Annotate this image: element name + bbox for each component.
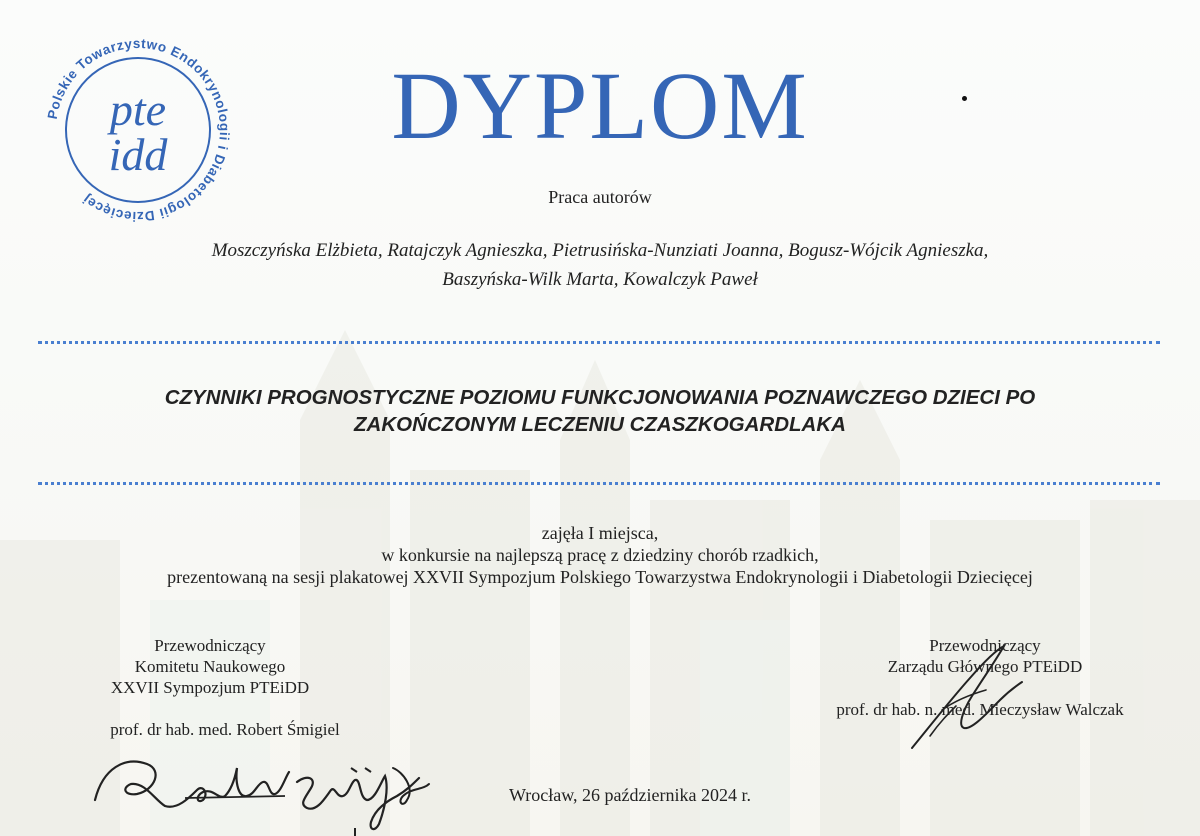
signature-right <box>900 640 1030 755</box>
svg-text:pte: pte <box>109 84 167 135</box>
svg-text:idd: idd <box>108 129 168 180</box>
signatory-left-role-1: Przewodniczący <box>154 636 266 655</box>
signatory-right-role-1: Przewodniczący <box>929 636 1041 655</box>
award-line-1: zajęła I miejsca, <box>541 523 659 543</box>
authors-line-1: Moszczyńska Elżbieta, Ratajczyk Agnieszka, Pietrusińska-Nunziati Joanna, Bogusz-Wójcik Agnieszka, <box>211 240 989 261</box>
award-statement <box>0 522 1200 588</box>
signatory-right-name: prof. dr hab. n. med. Mieczysław Walczak <box>836 700 1124 719</box>
award-line-2: w konkursie na najlepszą pracę z dziedziny chorób rzadkich, <box>381 545 819 565</box>
signatory-left-role-3: XXVII Sympozjum PTEiDD <box>110 678 310 697</box>
work-title-line-2: ZAKOŃCZONYM LECZENIU CZASZKOGARDLAKA <box>354 413 846 436</box>
signatory-left-name: prof. dr hab. med. Robert Śmigiel <box>110 720 340 739</box>
work-title-line-1: CZYNNIKI PROGNOSTYCZNE POZIOMU FUNKCJONOWANIA POZNAWCZEGO DZIECI PO <box>164 386 1036 409</box>
svg-text:Polskie Towarzystwo Endokrynol: Polskie Towarzystwo Endokrynologii i Diabetologii Dziecięcej <box>44 35 233 225</box>
work-title <box>30 384 1170 438</box>
authors-line-2: Baszyńska-Wilk Marta, Kowalczyk Paweł <box>442 269 758 290</box>
place-and-date: Wrocław, 26 października 2024 r. <box>508 785 751 805</box>
authors-intro: Praca autorów <box>548 187 652 207</box>
signatory-left-role <box>60 635 360 698</box>
signatory-left-role-2: Komitetu Naukowego <box>134 657 286 676</box>
diploma-title: DYPLOM <box>391 52 809 159</box>
signature-left <box>85 738 445 836</box>
signatory-right-role-2: Zarządu Głównego PTEiDD <box>887 657 1083 676</box>
award-line-3: prezentowaną na sesji plakatowej XXVII Sympozjum Polskiego Towarzystwa Endokrynologii i Diabetologii Dziecięcej <box>167 567 1033 587</box>
dotted-divider-top <box>38 341 1160 344</box>
dotted-divider-bottom <box>38 482 1160 485</box>
authors-list <box>60 236 1140 294</box>
